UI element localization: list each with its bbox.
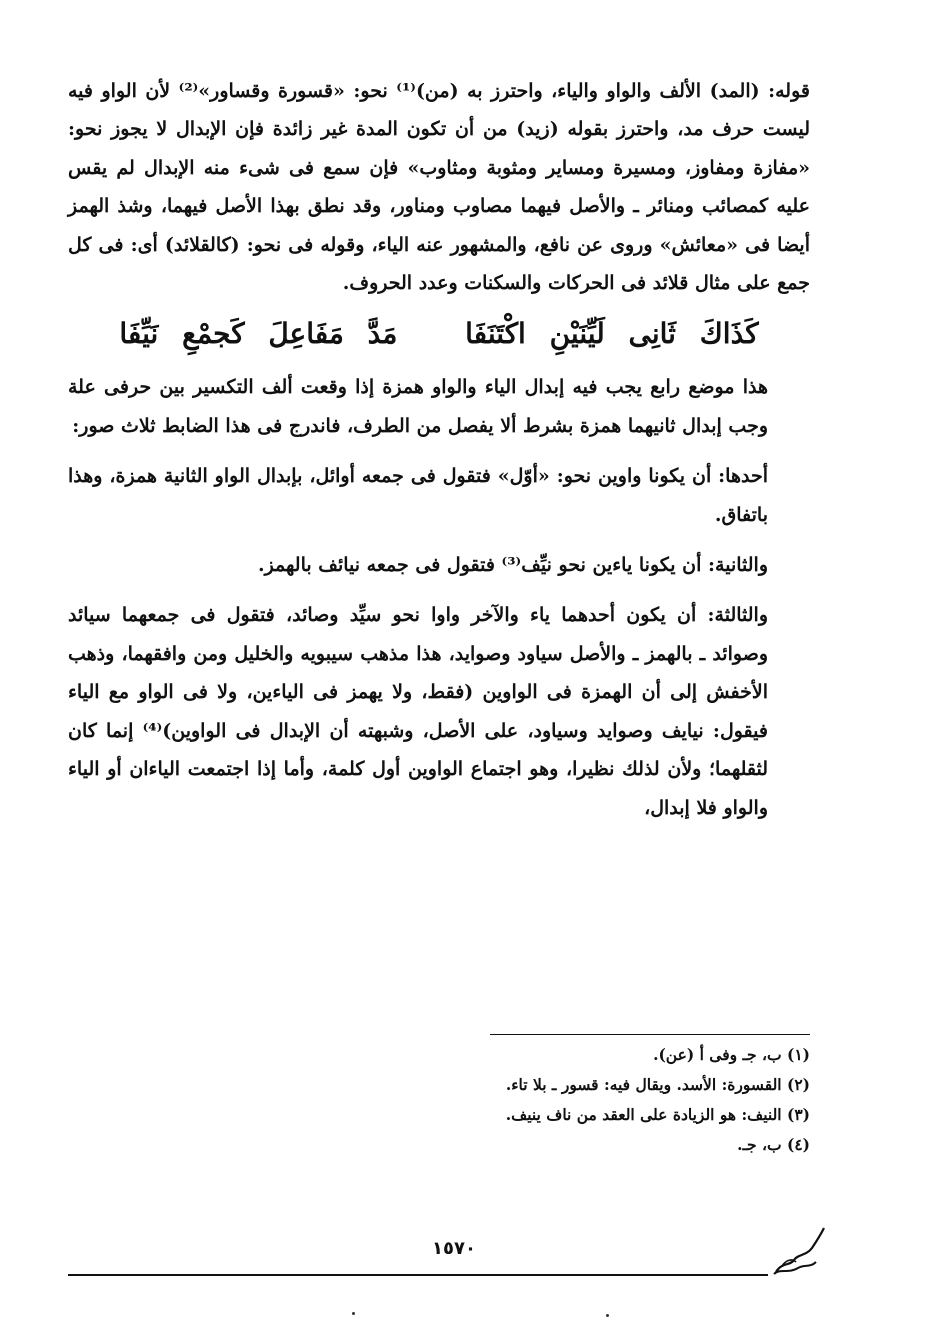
paragraph-case-three: والثالثة: أن يكون أحدهما ياء والآخر واوا نحو سيِّد وصائد، فتقول فى جمعهما سيائد وصوائد ـ بالهمز ـ والأصل سياود وصوايد، هذا مذهب سيبويه والخليل ومن وافقهما، وذهب الأخفش إلى أن الهمزة فى الواوين (فقط، ولا يهمز فى الياءين، ولا فى الواو مع الياء فيقول: نيايف وصوايد وسياود، على الأصل، وشبهته أن الإبدال فى الواوين)⁽⁴⁾ إنما كان لثقلهما؛ ولأن لذلك نظيرا، وهو اجتماع الواوين أول كلمة، وأما إذا اجتمعت الياءان أو الياء والواو فلا إبدال، — [68, 604, 768, 819]
page-number: ١٥٧٠ — [432, 1238, 476, 1259]
footnotes — [190, 1040, 810, 1160]
scan-speck — [606, 1314, 609, 1317]
footnote-3: (٣) النيف: هو الزيادة على العقد من ناف ينيف. — [505, 1105, 810, 1124]
paragraph-commentary: قوله: (المد) الألف والواو والياء، واحترز به (من)⁽¹⁾ نحو: «قسورة وقساور»⁽²⁾ لأن الواو فيه ليست حرف مد، واحترز بقوله (زيد) من أن تكون المدة غير زائدة فإن الإبدال لا يجوز نحو: «مفازة ومفاوز، ومسيرة ومساير ومثوبة ومثاوب» فإن سمع فى شىء منه الإبدال لم يقس عليه كمصائب ومنائر ـ والأصل فيهما مصاوب ومناور، وقد نطق بهذا الأصل فيهما، وشذ الهمز أيضا فى «معائش» وروى عن نافع، والمشهور عنه الياء، وقوله فى نحو: (كالقلائد) أى: فى كل جمع على مثال قلائد فى الحركات والسكنات وعدد الحروف. — [68, 80, 810, 295]
ornament-mark-icon — [768, 1222, 828, 1282]
scan-speck — [352, 1312, 355, 1315]
page-body — [68, 72, 810, 827]
paragraph-rule: هذا موضع رابع يجب فيه إبدال الياء والواو همزة إذا وقعت ألف التكسير بين حرفى علة وجب إبدال ثانيهما همزة بشرط ألا يفصل من الطرف، فاندرج فى هذا الضابط ثلاث صور: — [68, 376, 768, 437]
verse-hemistich-second: مَدَّ مَفَاعِلَ كَجمْعِ نَيِّفَا — [119, 317, 398, 351]
paragraph-case-one: أحدها: أن يكونا واوين نحو: «أوّل» فتقول فى جمعه أوائل، بإبدال الواو الثانية همزة، وهذا باتفاق. — [68, 465, 768, 526]
verse-line — [68, 314, 810, 354]
footnote-separator — [490, 1034, 810, 1035]
footnote-2: (٢) القسورة: الأسد. ويقال فيه: قسور ـ بلا تاء. — [505, 1075, 810, 1094]
footnote-1: (١) ب، جـ وفى أ (عن). — [653, 1045, 810, 1064]
verse-hemistich-first: كَذَاكَ ثَانِى لَيِّنَيْنِ اكْتَنَفَا — [465, 317, 759, 351]
footnote-4: (٤) ب، جـ. — [737, 1135, 810, 1154]
paragraph-case-two: والثانية: أن يكونا ياءين نحو نيِّف⁽³⁾ فتقول فى جمعه نيائف بالهمز. — [257, 554, 768, 577]
bottom-rule — [68, 1274, 768, 1276]
